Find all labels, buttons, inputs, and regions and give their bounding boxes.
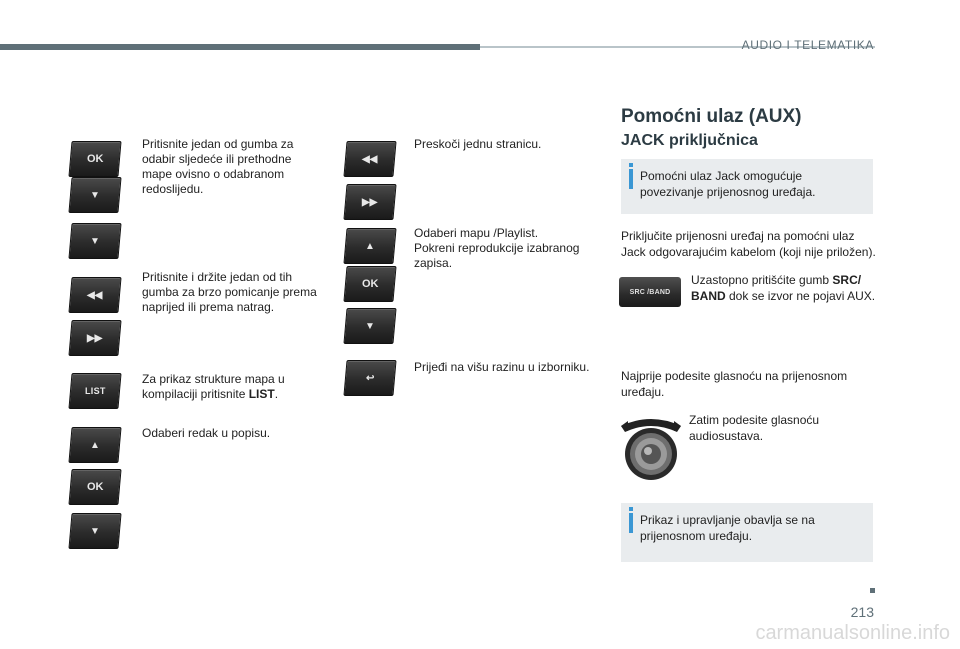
text-list-structure <box>142 372 302 402</box>
ok-label: OK <box>86 153 104 165</box>
text-skip-page: Preskoči jednu stranicu. <box>414 137 542 151</box>
text-system-volume: Zatim podesite glasnoću audiosustava. <box>689 413 820 443</box>
info-text: Pomoćni ulaz Jack omogućuje povezivanje prijenosnog uređaja. <box>640 169 816 199</box>
info-box <box>621 159 873 214</box>
down-button <box>68 177 121 213</box>
down-icon: ▼ <box>90 189 100 201</box>
list-label: LIST <box>84 386 106 396</box>
page-marker <box>870 588 875 593</box>
down-icon: ▼ <box>90 235 100 247</box>
text-list-bold: LIST <box>248 387 275 401</box>
forward-button <box>68 320 121 356</box>
rewind-icon: ◀◀ <box>87 289 103 301</box>
info-box <box>621 503 873 562</box>
text-menu-up: Prijeđi na višu razinu u izborniku. <box>414 360 590 374</box>
volume-knob-icon <box>619 412 683 482</box>
down-button <box>68 513 121 549</box>
info-icon <box>629 169 633 189</box>
text-fast-forward: Pritisnite i držite jedan od tih gumba za brzo pomicanje prema naprijed ili prema natrag. <box>142 270 317 314</box>
section-header: AUDIO I TELEMATIKA <box>741 38 874 52</box>
section-title: Pomoćni ulaz (AUX) <box>621 106 802 127</box>
up-icon: ▲ <box>90 439 100 451</box>
text-src-bold: SRC/ BAND <box>691 273 862 303</box>
back-button <box>343 360 396 396</box>
ok-button <box>68 141 121 177</box>
text-playlist-line2: Pokreni reprodukcije izabranog zapisa. <box>414 241 580 270</box>
page-number: 213 <box>850 604 874 620</box>
src-band-button <box>619 277 681 307</box>
ok-label: OK <box>86 481 104 493</box>
forward-icon: ▶▶ <box>362 196 378 208</box>
text-select-line: Odaberi redak u popisu. <box>142 426 271 440</box>
text-device-volume: Najprije podesite glasnoću na prijenosnom uređaju. <box>621 369 848 399</box>
forward-icon: ▶▶ <box>87 332 103 344</box>
rewind-icon: ◀◀ <box>362 153 378 165</box>
text-src-post: dok se izvor ne pojavi AUX. <box>725 289 876 303</box>
header-bar <box>0 44 480 50</box>
text-select-playlist <box>414 226 594 271</box>
down-icon: ▼ <box>90 525 100 537</box>
down-icon: ▼ <box>365 320 375 332</box>
ok-label: OK <box>361 278 379 290</box>
src-band-label: SRC /BAND <box>629 288 671 296</box>
text-src-pre: Uzastopno pritišćite gumb <box>691 273 833 287</box>
text-connect-device: Priključite prijenosni uređaj na pomoćni ulaz Jack odgovarajućim kabelom (koji nije priložen). <box>621 229 876 259</box>
list-button <box>68 373 121 409</box>
back-icon: ↩ <box>365 372 375 384</box>
section-subtitle: JACK priključnica <box>621 132 758 149</box>
text-folder-navigation: Pritisnite jedan od gumba za odabir sljedeće ili prethodne mape ovisno o odabranom redoslijedu. <box>142 137 294 196</box>
info-text: Prikaz i upravljanje obavlja se na prijenosnom uređaju. <box>640 513 815 543</box>
ok-button <box>68 469 121 505</box>
ok-button <box>343 266 396 302</box>
up-icon: ▲ <box>365 240 375 252</box>
rewind-button <box>343 141 396 177</box>
watermark: carmanualsonline.info <box>755 622 950 644</box>
up-button <box>68 427 121 463</box>
text-list-pre: Za prikaz strukture mapa u kompilaciji pritisnite <box>142 372 285 401</box>
text-list-post: . <box>274 387 279 401</box>
up-button <box>343 228 396 264</box>
forward-button <box>343 184 396 220</box>
down-button <box>68 223 121 259</box>
text-src-band <box>691 272 876 304</box>
rewind-button <box>68 277 121 313</box>
info-icon <box>629 513 633 533</box>
text-playlist-line1: Odaberi mapu /Playlist. <box>414 226 539 240</box>
down-button <box>343 308 396 344</box>
